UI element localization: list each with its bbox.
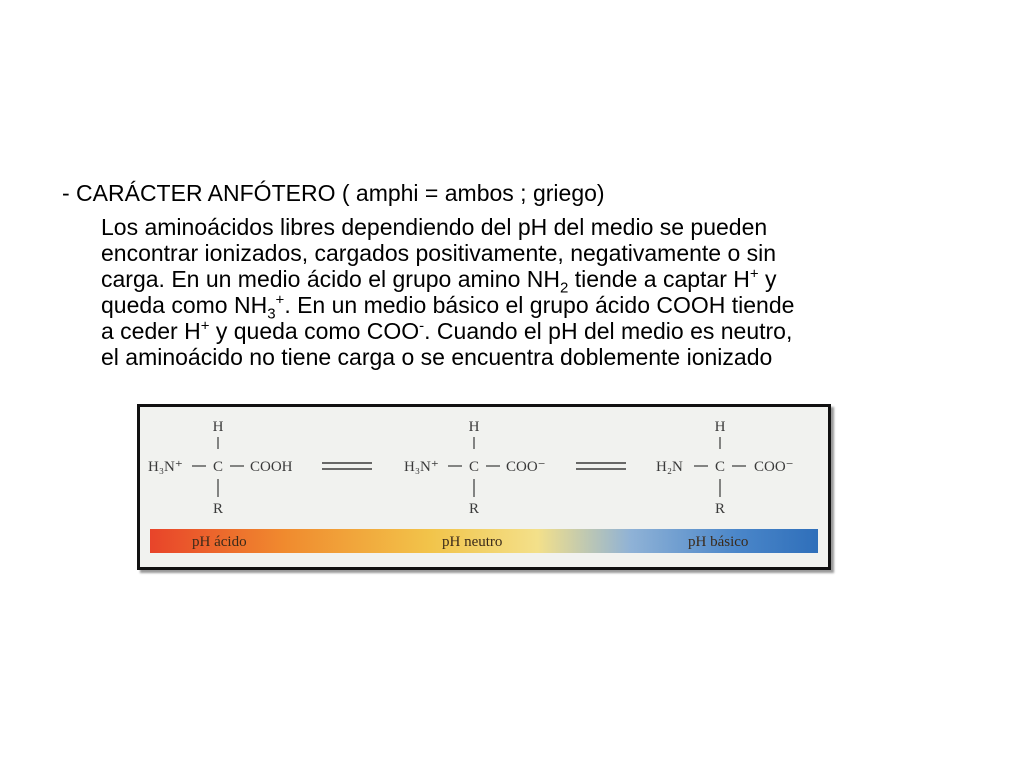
right-group: COO⁻	[506, 459, 546, 475]
left-group: H₃N⁺	[148, 459, 183, 475]
amino-acid-cation	[148, 419, 293, 517]
equilibrium-arrow	[576, 463, 626, 469]
paragraph-line	[101, 291, 981, 323]
slide-heading: - CARÁCTER ANFÓTERO ( amphi = ambos ; griego)	[62, 180, 605, 206]
text-run: y	[758, 266, 777, 292]
ph-neutral-label: pH neutro	[442, 534, 503, 550]
atom-center: C	[468, 459, 480, 475]
subscript: 2	[559, 279, 569, 297]
text-run: tiende a captar H	[568, 266, 750, 292]
paragraph-line: Los aminoácidos libres dependiendo del pH del medio se pueden	[101, 214, 768, 240]
atom-top: H	[212, 419, 224, 435]
atom-bottom: R	[714, 501, 726, 517]
ph-basic-label: pH básico	[688, 534, 749, 550]
paragraph-line: el aminoácido no tiene carga o se encuentra doblemente ionizado	[101, 344, 773, 370]
left-group: H₃N⁺	[404, 459, 439, 475]
atom-top: H	[714, 419, 726, 435]
paragraph-line	[101, 265, 981, 297]
right-group: COOH	[250, 459, 293, 475]
atom-center: C	[212, 459, 224, 475]
ph-acid-label: pH ácido	[192, 534, 247, 550]
paragraph-line	[101, 318, 981, 344]
atom-bottom: R	[212, 501, 224, 517]
amino-acid-anion	[656, 419, 794, 517]
text-run: queda como NH	[101, 292, 268, 318]
diagram-svg	[140, 407, 828, 567]
amino-acid-zwitterion	[404, 419, 546, 517]
text-run: carga. En un medio ácido el grupo amino NH	[101, 266, 560, 292]
equilibrium-arrow	[322, 463, 372, 469]
text-run: . Cuando el pH del medio es neutro,	[424, 318, 793, 344]
superscript: +	[275, 291, 285, 309]
text-run: . En un medio básico el grupo ácido COOH tiende	[284, 292, 795, 318]
text-run: a ceder H	[101, 318, 201, 344]
superscript: +	[200, 317, 210, 335]
subscript: 3	[267, 305, 276, 323]
text-run: y queda como COO	[209, 318, 420, 344]
atom-top: H	[468, 419, 480, 435]
atom-center: C	[714, 459, 726, 475]
amphoteric-diagram	[137, 404, 831, 570]
right-group: COO⁻	[754, 459, 794, 475]
left-group: H₂N	[656, 459, 683, 475]
body-paragraph	[101, 214, 981, 370]
superscript: -	[419, 317, 425, 335]
superscript: +	[749, 265, 759, 283]
paragraph-line: encontrar ionizados, cargados positivamente, negativamente o sin	[101, 240, 777, 266]
atom-bottom: R	[468, 501, 480, 517]
